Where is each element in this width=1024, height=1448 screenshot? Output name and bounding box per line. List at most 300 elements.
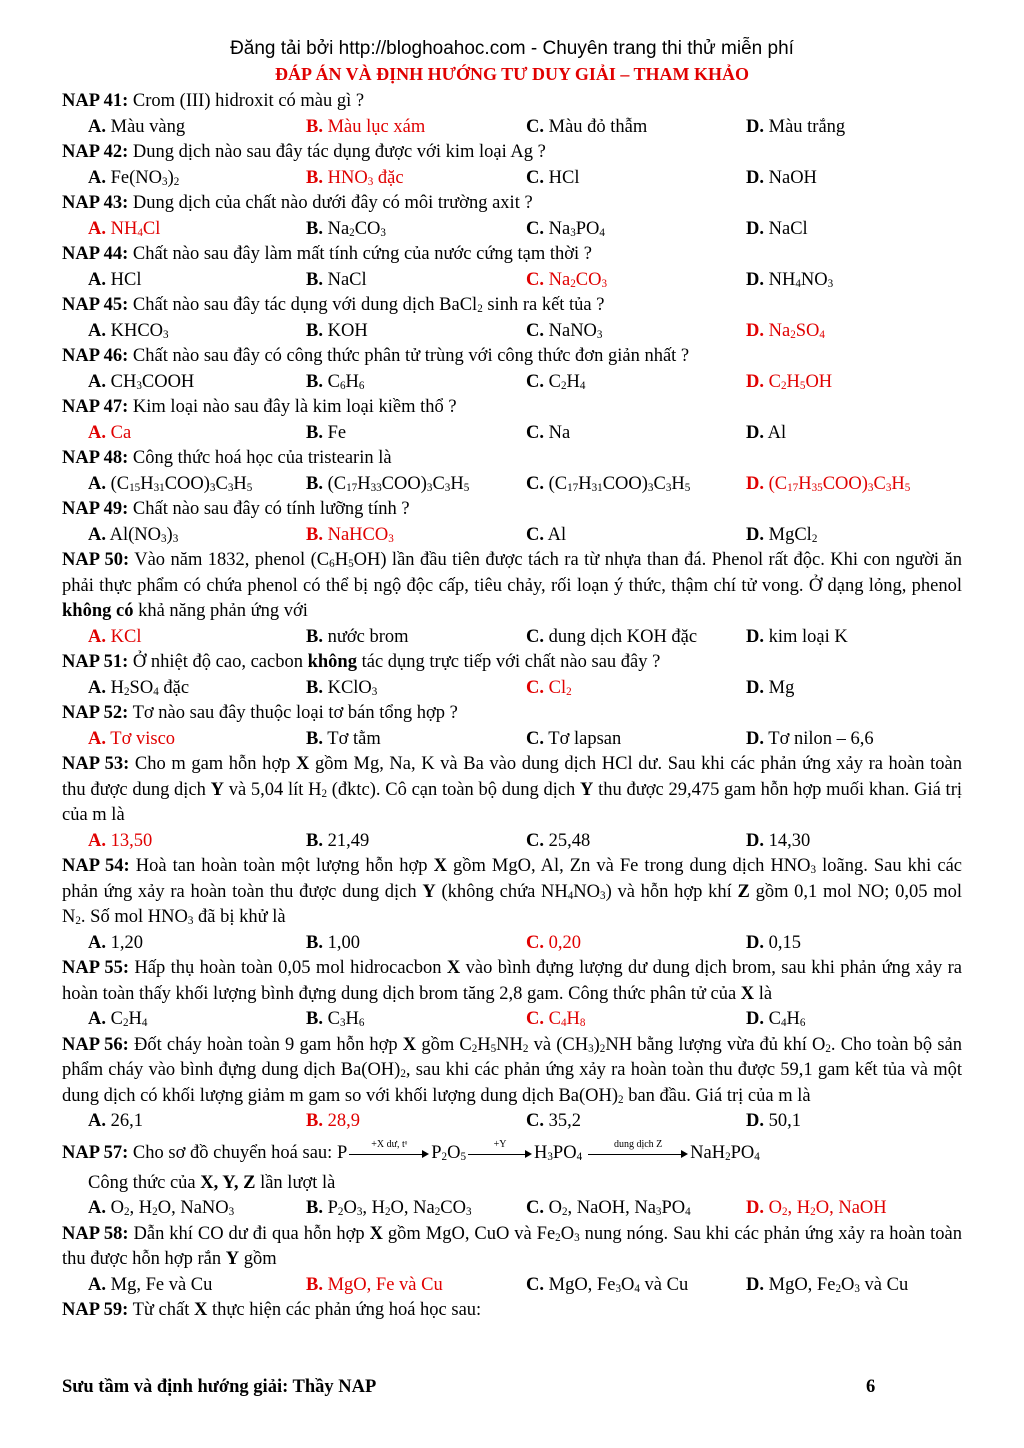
question-body: Ở nhiệt độ cao, cacbon không tác dụng trực tiếp với chất nào sau đây ? <box>132 652 661 672</box>
option-b <box>306 1007 364 1033</box>
option-letter: C. <box>526 932 544 953</box>
option-d <box>746 319 825 345</box>
option-letter: C. <box>526 371 544 392</box>
option-letter: C. <box>526 1111 544 1131</box>
option-text: 25,48 <box>548 830 591 851</box>
question-text <box>62 446 962 472</box>
option-text: KOH <box>327 320 368 341</box>
option-text: dung dịch KOH đặc <box>548 626 698 647</box>
option-letter: D. <box>746 626 764 647</box>
arrow-label: +X dư, $t^0$ <box>371 1139 408 1151</box>
option-text: $NH_4Cl$ <box>110 218 161 239</box>
question-48 <box>62 446 962 497</box>
option-a <box>88 370 194 396</box>
option-letter: D. <box>746 1274 764 1295</box>
question-text <box>62 956 962 1007</box>
option-text: Fe <box>327 422 347 443</box>
option-text: Tơ nilon – 6,6 <box>768 728 874 749</box>
page-title: ĐÁP ÁN VÀ ĐỊNH HƯỚNG TƯ DUY GIẢI – THAM KHẢO <box>274 64 750 84</box>
option-letter: B. <box>306 830 323 851</box>
option-b <box>306 829 369 855</box>
option-letter: C. <box>526 626 544 647</box>
option-b <box>306 115 425 141</box>
option-text: $Na_3PO_4$ <box>548 218 605 239</box>
option-d <box>746 931 801 957</box>
question-body: Từ chất X thực hiện các phản ứng hoá học sau: <box>132 1300 482 1320</box>
question-label: NAP 45: <box>62 295 129 315</box>
question-50 <box>62 548 962 650</box>
option-letter: C. <box>526 1009 544 1029</box>
question-46 <box>62 344 962 395</box>
option-letter: A. <box>88 677 106 698</box>
scheme-step-3: $NaH_2PO_4$ <box>690 1142 760 1163</box>
option-letter: A. <box>88 932 106 953</box>
question-text <box>62 1298 962 1324</box>
option-letter: C. <box>526 1198 544 1218</box>
option-d <box>746 1007 805 1033</box>
option-text: KCl <box>110 626 142 647</box>
option-letter: B. <box>306 422 323 443</box>
question-text <box>62 1222 962 1273</box>
option-text: $O_2$, $H_2O$, NaNO$_3$ <box>110 1198 235 1219</box>
option-a <box>88 829 152 855</box>
option-text: $(C_{17}H_{35}COO)_3C_3H_5$ <box>768 473 911 494</box>
option-letter: B. <box>306 473 323 494</box>
option-b <box>306 268 367 294</box>
option-letter: C. <box>526 1274 544 1295</box>
option-text: 26,1 <box>110 1111 143 1131</box>
question-body: Đốt cháy hoàn toàn 9 gam hỗn hợp X gồm $C_2H_5NH_2$ và $(CH_3)_2NH$ bằng lượng vừa đủ khí $O_2$. Cho toàn bộ sản phẩm cháy vào bình đựng dung dịch $Ba(OH)_2$, sau khi các phản ứng xảy ra hoàn toàn thu được 59,1 gam kết tủa và một dung dịch có khối lượng giảm m gam so với khối lượng dung dịch $Ba(OH)_2$ ban đầu. Giá trị của m là <box>62 1034 962 1106</box>
option-letter: A. <box>88 1111 106 1131</box>
option-letter: C. <box>526 473 544 494</box>
question-text <box>62 752 962 829</box>
option-text: Màu lục xám <box>327 116 426 137</box>
option-text: MgO, $Fe_2O_3$ và Cu <box>768 1274 909 1295</box>
option-text: MgO, Fe và Cu <box>327 1274 443 1295</box>
option-letter: B. <box>306 1274 323 1295</box>
option-row <box>62 625 962 651</box>
question-54 <box>62 854 962 956</box>
option-letter: A. <box>88 371 106 392</box>
option-c <box>526 472 690 498</box>
option-a <box>88 268 141 294</box>
option-letter: A. <box>88 524 106 545</box>
question-label: NAP 48: <box>62 448 129 468</box>
question-body: Chất nào sau đây làm mất tính cứng của nước cứng tạm thời ? <box>132 244 593 264</box>
question-body: Kim loại nào sau đây là kim loại kiềm thổ ? <box>132 397 457 417</box>
option-text: $O_2$, $H_2O$, NaOH <box>768 1198 887 1219</box>
option-text: Mg <box>768 677 795 698</box>
question-body: Tơ nào sau đây thuộc loại tơ bán tổng hợp ? <box>132 703 458 723</box>
question-label: NAP 53: <box>62 754 130 774</box>
option-row <box>62 166 962 192</box>
option-a <box>88 166 179 192</box>
footer-credit: Sưu tầm và định hướng giải: Thầy NAP <box>62 1377 377 1397</box>
question-body: Crom (III) hidroxit có màu gì ? <box>132 91 365 111</box>
option-text: Màu trắng <box>768 116 846 137</box>
option-row <box>62 370 962 396</box>
option-c <box>526 625 697 651</box>
option-letter: A. <box>88 626 106 647</box>
option-letter: A. <box>88 1009 106 1029</box>
option-text: Màu vàng <box>110 116 186 137</box>
question-text <box>62 89 962 115</box>
option-d <box>746 166 817 192</box>
option-letter: B. <box>306 677 323 698</box>
option-b <box>306 1196 472 1222</box>
option-letter: C. <box>526 677 544 698</box>
option-text: $C_4H_6$ <box>768 1009 806 1030</box>
option-b <box>306 319 368 345</box>
option-c <box>526 268 607 294</box>
option-row <box>62 1109 962 1135</box>
option-row <box>62 1273 962 1299</box>
option-b <box>306 217 386 243</box>
question-body: Hoà tan hoàn toàn một lượng hỗn hợp X gồm MgO, Al, Zn và Fe trong dung dịch $HNO_3$ loãng. Sau khi các phản ứng xảy ra hoàn toàn thu được dung dịch Y (không chứa $NH_4NO_3$) và hỗn hợp khí Z gồm 0,1 mol NO; 0,05 mol $N_2$. Số mol $HNO_3$ đã bị khử là <box>62 856 962 928</box>
option-d <box>746 472 910 498</box>
reaction-arrow-2 <box>468 1139 532 1163</box>
option-c <box>526 1196 691 1222</box>
option-text: $Fe(NO_3)_2$ <box>110 167 180 188</box>
option-row <box>62 676 962 702</box>
option-letter: B. <box>306 269 323 290</box>
option-c <box>526 829 590 855</box>
option-letter: B. <box>306 320 323 341</box>
option-b <box>306 370 364 396</box>
arrow-label: +Y <box>493 1139 507 1151</box>
option-row <box>62 829 962 855</box>
question-57 <box>62 1135 962 1222</box>
question-45 <box>62 293 962 344</box>
option-letter: A. <box>88 830 106 851</box>
question-text <box>62 548 962 625</box>
option-b <box>306 727 381 753</box>
option-letter: D. <box>746 524 764 545</box>
page-number: 6 <box>866 1377 876 1397</box>
option-a <box>88 727 175 753</box>
option-letter: C. <box>526 218 544 239</box>
option-text: NaCl <box>327 269 367 290</box>
question-body: Chất nào sau đây có công thức phân tử trùng với công thức đơn giản nhất ? <box>132 346 690 366</box>
option-text: 0,20 <box>548 932 581 953</box>
option-text: Màu đỏ thẫm <box>548 116 648 137</box>
option-letter: B. <box>306 932 323 953</box>
option-row <box>62 115 962 141</box>
option-letter: D. <box>746 269 764 290</box>
option-text: NaCl <box>768 218 808 239</box>
option-text: $KHCO_3$ <box>110 320 169 341</box>
option-text: $H_2SO_4$ đặc <box>110 677 190 698</box>
option-row <box>62 523 962 549</box>
option-b <box>306 421 346 447</box>
option-text: Al <box>767 422 787 443</box>
option-d <box>746 1273 908 1299</box>
option-letter: D. <box>746 218 764 239</box>
option-letter: D. <box>746 1198 764 1218</box>
option-text: kim loại K <box>768 626 848 647</box>
option-letter: C. <box>526 524 544 545</box>
question-text <box>62 497 962 523</box>
option-text: $Na_2CO_3$ <box>327 218 386 239</box>
option-letter: D. <box>746 320 764 341</box>
option-letter: C. <box>526 422 544 443</box>
option-c <box>526 370 585 396</box>
option-d <box>746 523 817 549</box>
option-c <box>526 727 621 753</box>
question-label: NAP 52: <box>62 703 129 723</box>
option-a <box>88 676 189 702</box>
option-text: 0,15 <box>768 932 801 953</box>
option-text: $C_3H_6$ <box>327 1009 365 1030</box>
option-text: KClO$_3$ <box>327 677 378 698</box>
option-a <box>88 217 160 243</box>
option-c <box>526 931 581 957</box>
question-text <box>62 395 962 421</box>
question-body: Chất nào sau đây tác dụng với dung dịch BaCl$_2$ sinh ra kết tủa ? <box>132 295 605 316</box>
option-b <box>306 625 409 651</box>
scheme-step-1: $P_2O_5$ <box>431 1142 466 1163</box>
option-letter: D. <box>746 116 764 137</box>
option-text: Tơ lapsan <box>548 728 622 749</box>
option-b <box>306 676 377 702</box>
option-letter: A. <box>88 1274 106 1295</box>
option-d <box>746 625 848 651</box>
option-text: $(C_{17}H_{33}COO)_3C_3H_5$ <box>327 473 470 494</box>
option-d <box>746 727 874 753</box>
option-c <box>526 421 570 447</box>
option-row <box>62 217 962 243</box>
option-a <box>88 1196 234 1222</box>
option-letter: D. <box>746 1009 764 1029</box>
option-d <box>746 370 832 396</box>
option-text: MgCl$_2$ <box>768 524 818 545</box>
question-52 <box>62 701 962 752</box>
option-row <box>62 931 962 957</box>
question-text <box>62 140 962 166</box>
question-text <box>62 1033 962 1110</box>
option-letter: B. <box>306 371 323 392</box>
question-55 <box>62 956 962 1033</box>
option-row <box>62 1196 962 1222</box>
question-body: Dung dịch nào sau đây tác dụng được với kim loại Ag ? <box>132 142 546 162</box>
option-row <box>62 421 962 447</box>
option-text: $(C_{17}H_{31}COO)_3C_3H_5$ <box>548 473 691 494</box>
question-43 <box>62 191 962 242</box>
option-letter: A. <box>88 218 106 239</box>
option-letter: C. <box>526 269 544 290</box>
question-body: Cho m gam hỗn hợp X gồm Mg, Na, K và Ba vào dung dịch HCl dư. Sau khi các phản ứng xảy ra hoàn toàn thu được dung dịch Y và 5,04 lít $H_2$ (đktc). Cô cạn toàn bộ dung dịch Y thu được 29,475 gam hỗn hợp muối khan. Giá trị của m là <box>62 754 963 825</box>
question-body: Chất nào sau đây có tính lưỡng tính ? <box>132 499 410 519</box>
option-text: NaHCO$_3$ <box>327 524 394 545</box>
option-letter: D. <box>746 371 764 392</box>
option-letter: D. <box>746 1111 764 1131</box>
question-59 <box>62 1298 962 1324</box>
option-letter: D. <box>746 932 764 953</box>
reaction-arrow-3 <box>588 1139 688 1163</box>
option-letter: D. <box>746 473 764 494</box>
option-letter: D. <box>746 830 764 851</box>
option-text: Tơ visco <box>110 728 176 749</box>
option-text: $C_6H_6$ <box>327 371 365 392</box>
option-letter: C. <box>526 830 544 851</box>
option-letter: B. <box>306 1111 323 1131</box>
option-text: $NH_4NO_3$ <box>768 269 834 290</box>
option-text: 21,49 <box>327 830 370 851</box>
question-text <box>62 191 962 217</box>
option-letter: B. <box>306 167 323 188</box>
option-text: Al <box>547 524 567 545</box>
question-label: NAP 59: <box>62 1300 129 1320</box>
option-letter: A. <box>88 422 106 443</box>
option-text: $Na_2CO_3$ <box>548 269 607 290</box>
option-row <box>62 727 962 753</box>
option-b <box>306 166 404 192</box>
question-label: NAP 44: <box>62 244 129 264</box>
option-d <box>746 1196 887 1222</box>
option-text: 1,00 <box>327 932 360 953</box>
question-body: Vào năm 1832, phenol $(C_6H_5OH)$ lần đầu tiên được tách ra từ nhựa than đá. Phenol rất độc. Khi con người ăn phải thực phẩm có chứa phenol có thể bị ngộ độc cấp, tiêu chảy, rối loạn ý thức, thậm chí tử vong. Ở dạng lỏng, phenol không có khả năng phản ứng với <box>62 550 962 621</box>
option-a <box>88 319 169 345</box>
option-c <box>526 1109 581 1135</box>
option-text: $CH_3COOH$ <box>110 371 195 392</box>
question-body: Hấp thụ hoàn toàn 0,05 mol hidrocacbon X vào bình đựng lượng dư dung dịch brom, sau khi phản ứng xảy ra hoàn toàn thấy khối lượng bình đựng dung dịch brom tăng 2,8 gam. Công thức phân tử của X là <box>62 958 962 1004</box>
scheme-intro: Cho sơ đồ chuyển hoá sau: <box>132 1142 333 1163</box>
option-letter: B. <box>306 218 323 239</box>
option-b <box>306 1109 360 1135</box>
question-53 <box>62 752 962 854</box>
question-body: Công thức hoá học của tristearin là <box>132 448 392 468</box>
question-text <box>62 701 962 727</box>
option-letter: D. <box>746 422 764 443</box>
option-letter: B. <box>306 524 323 545</box>
question-56 <box>62 1033 962 1135</box>
option-letter: A. <box>88 473 106 494</box>
option-text: MgO, $Fe_3O_4$ và Cu <box>548 1274 689 1295</box>
option-text: $P_2O_3$, $H_2O$, $Na_2CO_3$ <box>327 1198 472 1219</box>
scheme-start: P <box>336 1142 348 1163</box>
option-d <box>746 421 786 447</box>
option-d <box>746 1109 801 1135</box>
option-row <box>62 319 962 345</box>
option-a <box>88 1007 147 1033</box>
option-d <box>746 217 808 243</box>
option-letter: D. <box>746 167 764 188</box>
option-letter: B. <box>306 728 323 749</box>
option-a <box>88 523 178 549</box>
option-letter: B. <box>306 116 323 137</box>
option-row <box>62 472 962 498</box>
question-label: NAP 56: <box>62 1034 129 1055</box>
option-text: 14,30 <box>768 830 811 851</box>
question-text <box>62 242 962 268</box>
option-text: $O_2$, NaOH, $Na_3PO_4$ <box>548 1198 691 1219</box>
option-letter: A. <box>88 1198 106 1218</box>
option-c <box>526 319 602 345</box>
question-prompt: Công thức của X, Y, Z lần lượt là <box>88 1172 336 1193</box>
option-text: $Cl_2$ <box>548 677 572 698</box>
option-letter: A. <box>88 728 106 749</box>
option-c <box>526 523 566 549</box>
question-58 <box>62 1222 962 1299</box>
option-text: HCl <box>110 269 142 290</box>
question-text <box>62 854 962 931</box>
option-text: $C_4H_8$ <box>548 1009 586 1030</box>
question-label: NAP 49: <box>62 499 129 519</box>
option-text: $Na_2SO_4$ <box>768 320 825 341</box>
question-42 <box>62 140 962 191</box>
option-a <box>88 1273 212 1299</box>
reaction-arrow-1 <box>349 1139 429 1163</box>
option-text: HCl <box>548 167 580 188</box>
option-letter: A. <box>88 167 106 188</box>
question-label: NAP 51: <box>62 652 129 672</box>
option-letter: C. <box>526 728 544 749</box>
option-row <box>62 268 962 294</box>
question-text <box>62 344 962 370</box>
option-text: NaNO$_3$ <box>548 320 603 341</box>
question-list <box>62 89 962 1324</box>
question-label: NAP 43: <box>62 193 129 213</box>
option-c <box>526 1273 688 1299</box>
option-text: 1,20 <box>110 932 143 953</box>
question-label: NAP 58: <box>62 1223 129 1244</box>
site-header: Đăng tải bởi http://bloghoahoc.com - Chuyên trang thi thử miễn phí <box>230 38 794 59</box>
option-text: 50,1 <box>768 1111 801 1131</box>
option-text: Tơ tằm <box>327 728 381 749</box>
question-text <box>62 293 962 319</box>
question-text <box>62 650 962 676</box>
option-a <box>88 472 252 498</box>
option-text: 35,2 <box>548 1111 581 1131</box>
question-51 <box>62 650 962 701</box>
option-text: Na <box>548 422 571 443</box>
option-text: $C_2H_4$ <box>110 1009 148 1030</box>
option-c <box>526 1007 585 1033</box>
option-c <box>526 166 579 192</box>
option-letter: B. <box>306 626 323 647</box>
option-letter: A. <box>88 320 106 341</box>
option-text: 13,50 <box>110 830 153 851</box>
option-d <box>746 829 810 855</box>
question-label: NAP 41: <box>62 91 129 111</box>
option-letter: D. <box>746 677 764 698</box>
option-b <box>306 931 360 957</box>
question-49 <box>62 497 962 548</box>
question-label: NAP 46: <box>62 346 129 366</box>
question-label: NAP 54: <box>62 856 130 876</box>
option-c <box>526 217 605 243</box>
option-row <box>62 1007 962 1033</box>
question-body: Dung dịch của chất nào dưới đây có môi trường axit ? <box>132 193 533 213</box>
option-a <box>88 625 141 651</box>
option-a <box>88 931 143 957</box>
option-text: $Al(NO_3)_3$ <box>109 524 179 545</box>
option-a <box>88 421 131 447</box>
question-label: NAP 47: <box>62 397 129 417</box>
option-a <box>88 115 185 141</box>
question-44 <box>62 242 962 293</box>
option-text: 28,9 <box>327 1111 360 1131</box>
option-c <box>526 115 647 141</box>
question-47 <box>62 395 962 446</box>
question-label: NAP 57: <box>62 1142 129 1163</box>
option-text: Ca <box>110 422 132 443</box>
option-letter: A. <box>88 269 106 290</box>
option-text: NaOH <box>768 167 817 188</box>
option-letter: A. <box>88 116 106 137</box>
option-letter: B. <box>306 1009 323 1029</box>
question-41 <box>62 89 962 140</box>
